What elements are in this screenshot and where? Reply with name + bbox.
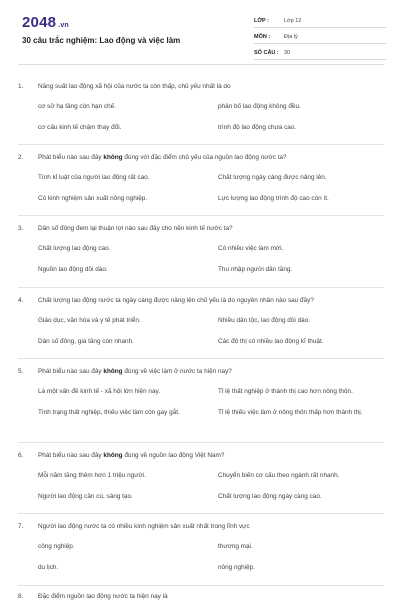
question-text: [38, 82, 386, 91]
meta-row-class: [254, 14, 386, 28]
question-text: [38, 153, 386, 162]
question-number: 2.: [18, 154, 24, 161]
question-stem: [18, 522, 386, 531]
question-text-part: đúng về việc làm ở nước ta hiện nay?: [122, 368, 232, 375]
answer-options: [18, 542, 386, 572]
question-stem: [18, 153, 386, 162]
question-text: [38, 367, 386, 376]
question-text: [38, 296, 386, 305]
question-number: 7.: [18, 523, 24, 530]
question-2: [18, 153, 386, 203]
document-meta: [254, 14, 386, 62]
answer-option[interactable]: Nhiều dân tộc, lao động dồi dào.: [218, 317, 311, 324]
answer-option[interactable]: Chất lượng ngày càng được nâng lên.: [218, 174, 327, 181]
answer-option[interactable]: Có nhiều việc làm mới.: [218, 245, 284, 252]
question-stem: [18, 367, 386, 376]
answer-options: [18, 316, 386, 346]
question-number: 3.: [18, 225, 24, 232]
question-5: [18, 367, 386, 417]
question-emphasis: không: [103, 452, 123, 459]
header-divider: [18, 64, 384, 65]
question-number: 6.: [18, 452, 24, 459]
question-text-part: Phát biểu nào sau đây: [38, 452, 104, 459]
question-emphasis: không: [103, 368, 123, 375]
answer-option[interactable]: Nguồn lao động dồi dào.: [38, 266, 108, 273]
question-divider: [18, 215, 384, 216]
answer-option[interactable]: Chất lượng lao động ngày càng cao.: [218, 493, 322, 500]
answer-option[interactable]: Lực lượng lao động trình độ cao còn ít.: [218, 195, 329, 202]
site-logo[interactable]: [22, 14, 69, 31]
answer-option[interactable]: Người lao động cần cù, sáng tạo.: [38, 493, 133, 500]
question-7: [18, 522, 386, 572]
meta-value: Địa lý: [284, 33, 298, 40]
answer-option[interactable]: thương mại.: [218, 543, 253, 550]
answer-option[interactable]: du lịch.: [38, 564, 59, 571]
document-header: [0, 0, 400, 62]
question-divider: [18, 585, 384, 586]
question-number: 4.: [18, 297, 24, 304]
answer-options: [18, 387, 386, 417]
question-text-part: Phát biểu nào sau đây: [38, 368, 104, 375]
question-3: [18, 224, 386, 274]
question-text-part: Phát biểu nào sau đây: [38, 154, 104, 161]
answer-option[interactable]: Các đô thị có nhiều lao động kĩ thuật.: [218, 338, 324, 345]
answer-option[interactable]: Có kinh nghiệm sản xuất nông nghiệp.: [38, 195, 148, 202]
question-1: [18, 82, 386, 132]
answer-options: [18, 102, 386, 132]
answer-option[interactable]: nông nghiệp.: [218, 564, 255, 571]
logo-suffix: .vn: [58, 22, 69, 29]
meta-label: SỐ CÂU :: [254, 49, 279, 56]
question-text: [38, 522, 386, 531]
answer-option[interactable]: Tính kỉ luật của người lao động rất cao.: [38, 174, 150, 181]
document-title: 30 câu trắc nghiệm: Lao động và việc làm: [22, 36, 181, 45]
question-divider: [18, 513, 384, 514]
answer-option[interactable]: công nghiệp.: [38, 543, 75, 550]
question-stem: [18, 224, 386, 233]
answer-option[interactable]: Chất lượng lao động cao.: [38, 245, 111, 252]
meta-label: MÔN :: [254, 33, 271, 40]
question-number: 5.: [18, 368, 24, 375]
question-divider: [18, 287, 384, 288]
question-emphasis: không: [103, 154, 123, 161]
answer-options: [18, 244, 386, 274]
answer-option[interactable]: Là một vấn đề kinh tế - xã hội lớn hiện nay.: [38, 388, 161, 395]
question-text-part: Đặc điểm nguồn lao động nước ta hiện nay là: [38, 593, 168, 600]
question-stem: [18, 82, 386, 91]
answer-option[interactable]: Thu nhập người dân tăng.: [218, 266, 293, 273]
answer-option[interactable]: cơ sở hạ tầng còn hạn chế.: [38, 103, 117, 110]
question-text-part: Dân số đông đem lại thuận lợi nào sau đây cho nền kinh tế nước ta?: [38, 225, 233, 232]
question-stem: [18, 296, 386, 305]
question-6: [18, 451, 386, 501]
question-stem: [18, 451, 386, 460]
question-divider: [18, 442, 384, 443]
question-text: [38, 224, 386, 233]
answer-option[interactable]: cơ cấu kinh tế chậm thay đổi.: [38, 124, 122, 131]
answer-options: [18, 471, 386, 501]
question-text-part: Chất lượng lao động nước ta ngày càng được nâng lên chủ yếu là do nguyên nhân nào sau đây?: [38, 297, 314, 304]
answer-option[interactable]: Mỗi năm tăng thêm hơn 1 triệu người.: [38, 472, 146, 479]
answer-option[interactable]: Dân số đông, gia tăng còn nhanh.: [38, 338, 134, 345]
question-number: 1.: [18, 83, 24, 90]
logo-main: 2048: [22, 14, 57, 31]
answer-option[interactable]: Tỉ lệ thất nghiệp ở thành thị cao hơn nông thôn.: [218, 388, 353, 395]
question-number: 8.: [18, 593, 24, 600]
question-4: [18, 296, 386, 346]
answer-option[interactable]: phân bố lao động không đều.: [218, 103, 301, 110]
question-divider: [18, 144, 384, 145]
question-divider: [18, 358, 384, 359]
answer-option[interactable]: Chuyển biến cơ cấu theo ngành rất nhanh.: [218, 472, 340, 479]
answer-option[interactable]: Giáo dục, văn hóa và y tế phát triển.: [38, 317, 141, 324]
answer-option[interactable]: trình độ lao động chưa cao.: [218, 124, 297, 131]
question-text-part: đúng với đặc điểm chủ yếu của nguồn lao động nước ta?: [122, 154, 287, 161]
question-stem: [18, 592, 386, 600]
question-text: [38, 592, 386, 600]
meta-label: LỚP :: [254, 17, 269, 24]
meta-value: Lớp 12: [284, 17, 302, 24]
question-text-part: Năng suất lao động xã hội của nước ta còn thấp, chủ yếu nhất là do: [38, 83, 231, 90]
question-text: [38, 451, 386, 460]
answer-option[interactable]: Tình trạng thất nghiệp, thiếu việc làm còn gay gắt.: [38, 409, 180, 416]
question-8: [18, 592, 386, 600]
question-text-part: đúng về nguồn lao động Việt Nam?: [122, 452, 225, 459]
question-text-part: Người lao động nước ta có nhiều kinh nghiệm sản xuất nhất trong lĩnh vực: [38, 523, 250, 530]
meta-row-subject: [254, 30, 386, 44]
meta-value: 30: [284, 49, 291, 56]
meta-row-count: [254, 46, 386, 60]
answer-option[interactable]: Tỉ lệ thiếu việc làm ở nông thôn thấp hơn thành thị.: [218, 409, 363, 416]
answer-options: [18, 173, 386, 203]
